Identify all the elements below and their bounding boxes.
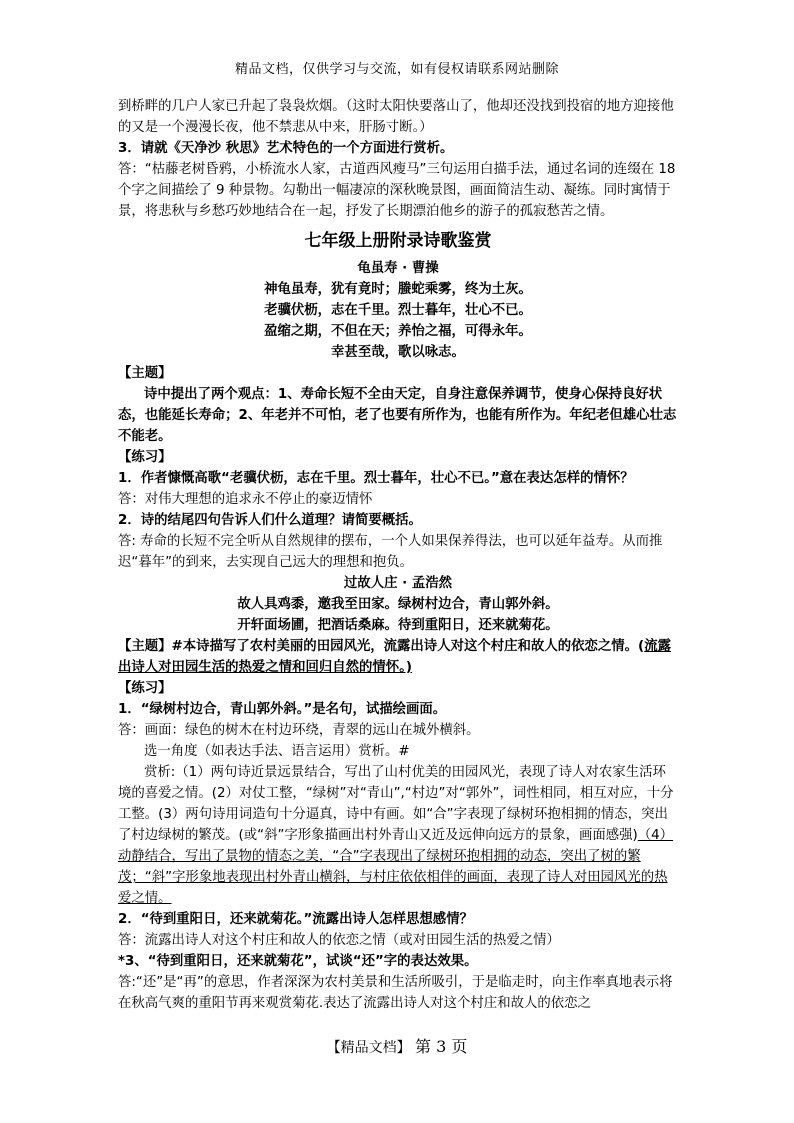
poem2-line: 开轩面场圃，把酒话桑麻。待到重阳日，还来就菊花。	[237, 618, 559, 633]
poem1-practice-label: 【练习】	[118, 450, 172, 465]
document-body	[118, 96, 678, 1014]
poem2-question-3: *3、“待到重阳日，还来就菊花”，试谈“还”字的表达效果。	[118, 954, 478, 969]
poem1-question-2: 2．诗的结尾四句告诉人们什么道理？请简要概括。	[118, 513, 422, 528]
poem2-practice-label: 【练习】	[118, 681, 172, 696]
poem2-theme	[118, 636, 678, 678]
poem2-title: 过故人庄 · 孟浩然	[343, 576, 453, 591]
poem2-answer-1: 答：画面：绿色的树木在村边环绕，青翠的远山在城外横斜。	[118, 723, 480, 738]
poem1-title: 龟虽寿 · 曹操	[357, 261, 439, 276]
poem1-question-1: 1．作者慷慨高歌“老骥伏枥，志在千里。烈士暮年，壮心不已。”意在表达怎样的情怀？	[118, 471, 634, 486]
page-header: 精品文档，仅供学习与交流，如有侵权请联系网站删除	[234, 62, 559, 77]
page-number: 第 3 页	[415, 1037, 468, 1056]
poem2-question-2: 2．“待到重阳日，还来就菊花。”流露出诗人怎样思想感情？	[118, 912, 473, 927]
poem1-line: 神龟虽寿，犹有竟时；螣蛇乘雾，终为土灰。	[264, 282, 532, 297]
section-title: 七年级上册附录诗歌鉴赏	[304, 231, 492, 251]
poem2-answer-1-analysis	[118, 762, 678, 909]
poem1-line: 幸甚至哉，歌以咏志。	[331, 345, 465, 360]
answer-3: 答：“枯藤老树昏鸦，小桥流水人家，古道西风瘦马”三句运用白描手法，通过名词的连缀在 18 个字之间描绘了 9 种景物。勾勒出一幅凄凉的深秋晚景图，画面简洁生动、凝练。同时寓情于景，将悲秋与乡愁巧妙地结合在一起，抒发了长期漂泊他乡的游子的孤寂愁苦之情。	[118, 162, 676, 219]
poem2-answer-3: 答:“还”是“再”的意思，作者深深为农村美景和生活所吸引，于是临走时，向主作率真地表示将在秋高气爽的重阳节再来观赏菊花.表达了流露出诗人对这个村庄和故人的依恋之	[118, 975, 673, 1011]
question-3: 3．请就《天净沙 秋思》艺术特色的一个方面进行赏析。	[118, 141, 454, 156]
poem2-theme-head: 【主题】#本诗描写了农村美丽的田园风光，流露出诗人对这个村庄和故人的依恋之情。(	[118, 639, 645, 654]
poem2-question-1: 1．“绿树村边合，青山郭外斜。”是名句，试描绘画面。	[118, 702, 447, 717]
poem2-answer-2: 答：流露出诗人对这个村庄和故人的依恋之情（或对田园生活的热爱之情）	[118, 933, 560, 948]
poem2-line: 故人具鸡黍，邀我至田家。绿树村边合，青山郭外斜。	[237, 597, 559, 612]
poem1-theme-label: 【主题】	[118, 366, 172, 381]
poem2-answer-1-prompt: 选一角度（如表达手法、语言运用）赏析。#	[144, 744, 410, 759]
paragraph-continuation: 到桥畔的几户人家已升起了袅袅炊烟。（这时太阳快要落山了，他却还没找到投宿的地方迎接他的又是一个漫漫长夜，他不禁悲从中来，肝肠寸断。）	[118, 99, 674, 135]
poem2-analysis-text: 赏析:（1）两句诗近景远景结合，写出了山村优美的田园风光，表现了诗人对农家生活环境的喜爱之情。(2）对仗工整，“绿树”对“青山”,“村边”对“郭外”，词性相同，相互对应，十分工整。(3）两句诗用词造句十分逼真，诗中有画。如“合”字表现了绿树环抱相拥的情态，突出了村边绿树的繁茂。(或“斜”字形象描画出村外青山又近及远伸向远方的景象，画面感强)	[118, 765, 674, 843]
page-footer	[0, 1034, 794, 1057]
poem1-line: 盈缩之期，不但在天；养怡之福，可得永年。	[264, 324, 532, 339]
poem1-answer-2: 答: 寿命的长短不完全听从自然规律的摆布，一个人如果保养得法，也可以延年益寿。从而推迟“暮年”的到来，去实现自己远大的理想和抱负。	[118, 534, 663, 570]
poem1-theme: 诗中提出了两个观点：1、寿命长短不全由天定，自身注意保养调节，使身心保持良好状态，也能延长寿命；2、年老并不可怕，老了也要有所作为，也能有所作为。年纪老但雄心壮志不能老。	[118, 387, 677, 444]
poem2-analysis-underlined: （4）动静结合，写出了景物的情态之美，“合”字表现出了绿树环抱相拥的动态，突出了树的繁茂；“斜”字形象地表现出村外青山横斜，与村庄依依相伴的画面，表现了诗人对田园风光的热爱之情。	[118, 828, 674, 906]
footer-label: 【精品文档】	[326, 1040, 411, 1056]
poem1-line: 老骥伏枥，志在千里。烈士暮年，壮心不已。	[264, 303, 532, 318]
poem1-answer-1: 答：对伟大理想的追求永不停止的豪迈情怀	[118, 492, 373, 507]
poem2-theme-underlined: 流露出诗人对田园生活的热爱之情和回归自然的情怀。)	[118, 639, 671, 675]
